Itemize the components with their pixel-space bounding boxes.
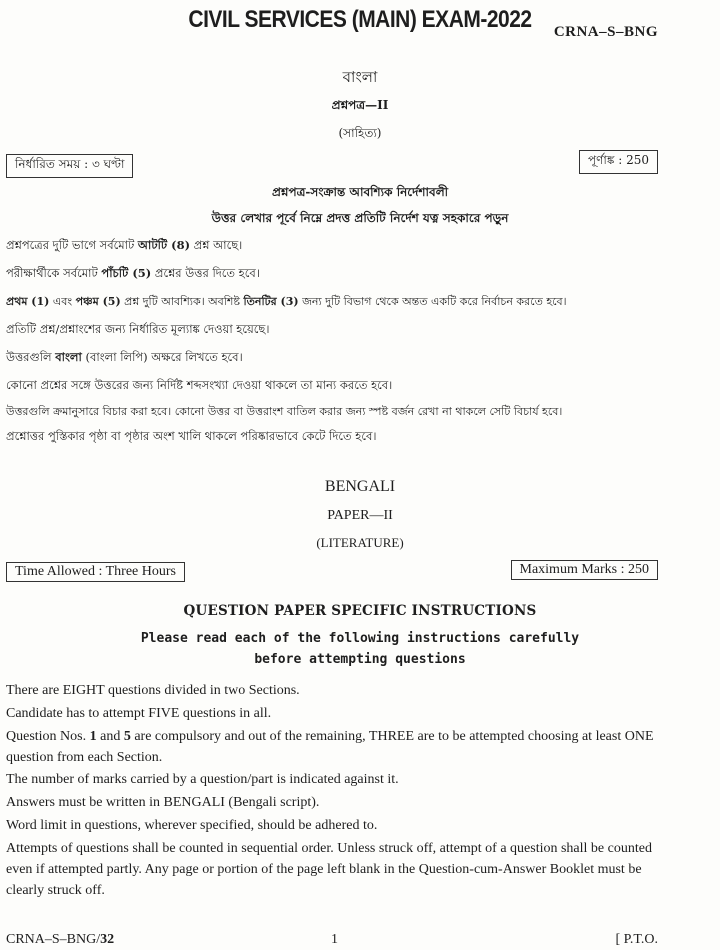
bengali-category: (সাহিত্য) [338,126,382,140]
exam-title: CIVIL SERVICES (MAIN) EXAM-2022 [188,6,532,33]
instr-text: are compulsory and out of the remaining, THREE are to be attempted choosing at least ONE question from each Section. [6,729,654,765]
instr-bold: আটটি (8) [137,238,191,252]
bengali-instruction-5 [6,349,706,368]
english-time-allowed: Time Allowed : Three Hours [6,562,185,582]
english-instruction-6: Word limit in questions, wherever specified, should be adhered to. [6,818,378,833]
instr-text: প্রশ্ন দুটি আবশ্যিক। অবশিষ্ট [120,295,244,308]
bengali-instruction-1 [6,237,706,256]
bengali-paper: প্রশ্নপত্র—II [331,98,389,112]
instr-bold: 1 [89,729,97,744]
english-instruction-1: There are EIGHT questions divided in two Sections. [6,683,300,698]
instr-text: প্রশ্নের উত্তর দিতে হবে। [151,266,260,280]
english-instruction-3 [6,726,666,768]
english-instruction-7: Attempts of questions shall be counted in sequential order. Unless struck off, attempt of a question shall be counted even if attempted partly. Any page or portion of the page left blank in the Question-cum-Answer Booklet must be clearly struck off. [6,841,652,898]
instr-bold: পাঁচটি (5) [101,266,152,280]
instr-bold: তিনটির (3) [243,295,299,308]
paper-code: CRNA–S–BNG [553,24,658,40]
bengali-subheading: উত্তর লেখার পূর্বে নিম্নে প্রদত্ত প্রতিটি নির্দেশ যত্ন সহকারে পড়ুন [211,211,509,225]
english-paper: PAPER—II [327,508,393,523]
bengali-max-marks: পূর্ণাঙ্ক : 250 [579,150,658,174]
instr-bold: পঞ্চম (5) [75,295,121,308]
instr-text: (বাংলা লিপি) অক্ষরে লিখতে হবে। [81,350,243,364]
bengali-instruction-8: প্রশ্নোত্তর পুস্তিকার পৃষ্ঠা বা পৃষ্ঠার অংশ খালি থাকলে পরিষ্কারভাবে কেটে দিতে হবে। [6,429,377,443]
english-category: (LITERATURE) [316,535,404,550]
footer-code [6,932,114,948]
english-subheading-1: Please read each of the following instructions carefully [140,631,580,646]
bengali-instruction-4: প্রতিটি প্রশ্ন/প্রশ্নাংশের জন্য নির্ধারিত মূল্যাঙ্ক দেওয়া হয়েছে। [6,322,270,336]
bengali-instruction-3 [6,293,706,312]
instr-text: প্রশ্ন আছে। [190,238,243,252]
bengali-time-allowed: নির্ধারিত সময় : ৩ ঘণ্টা [6,154,133,178]
instr-text: এবং [49,295,76,308]
instr-text: পরীক্ষার্থীকে সর্বমোট [6,266,102,280]
bengali-instruction-6: কোনো প্রশ্নের সঙ্গে উত্তরের জন্য নির্দিষ্ট শব্দসংখ্যা দেওয়া থাকলে তা মান্য করতে হবে। [6,378,393,392]
english-subheading-2: before attempting questions [254,652,466,667]
bengali-subject: বাংলা [342,68,378,86]
instr-bold: 5 [123,729,131,744]
instr-bold: প্রথম (1) [6,295,50,308]
bengali-instruction-7: উত্তরগুলি ক্রমানুসারে বিচার করা হবে। কোনো উত্তর বা উত্তরাংশ বাতিল করার জন্য স্পষ্ট বর্জন রেখা না থাকলে সেটি বিচার্য হবে। [6,405,563,418]
instr-text: Question Nos. [6,729,90,744]
english-subject: BENGALI [324,478,396,495]
bengali-instruction-2 [6,265,706,284]
english-instruction-4: The number of marks carried by a question/part is indicated against it. [6,772,399,787]
english-heading: QUESTION PAPER SPECIFIC INSTRUCTIONS [183,603,537,619]
page-number: 1 [331,932,338,947]
instr-text: উত্তরগুলি [6,350,56,364]
english-instruction-5: Answers must be written in BENGALI (Bengali script). [6,795,320,810]
pto-label: [ P.T.O. [615,932,658,947]
english-max-marks: Maximum Marks : 250 [511,560,659,580]
footer-code-number: 32 [100,932,115,947]
footer-code-text: CRNA–S–BNG/ [6,932,101,947]
instr-text: and [96,729,124,744]
instr-text: প্রশ্নপত্রের দুটি ভাগে সর্বমোট [6,238,138,252]
english-instruction-2: Candidate has to attempt FIVE questions in all. [6,706,272,721]
instr-text: জন্য দুটি বিভাগ থেকে অন্তত একটি করে নির্বাচন করতে হবে। [298,295,567,308]
bengali-heading: প্রশ্নপত্র-সংক্রান্ত আবশ্যিক নির্দেশাবলী [271,185,449,199]
instr-bold: বাংলা [55,350,82,364]
